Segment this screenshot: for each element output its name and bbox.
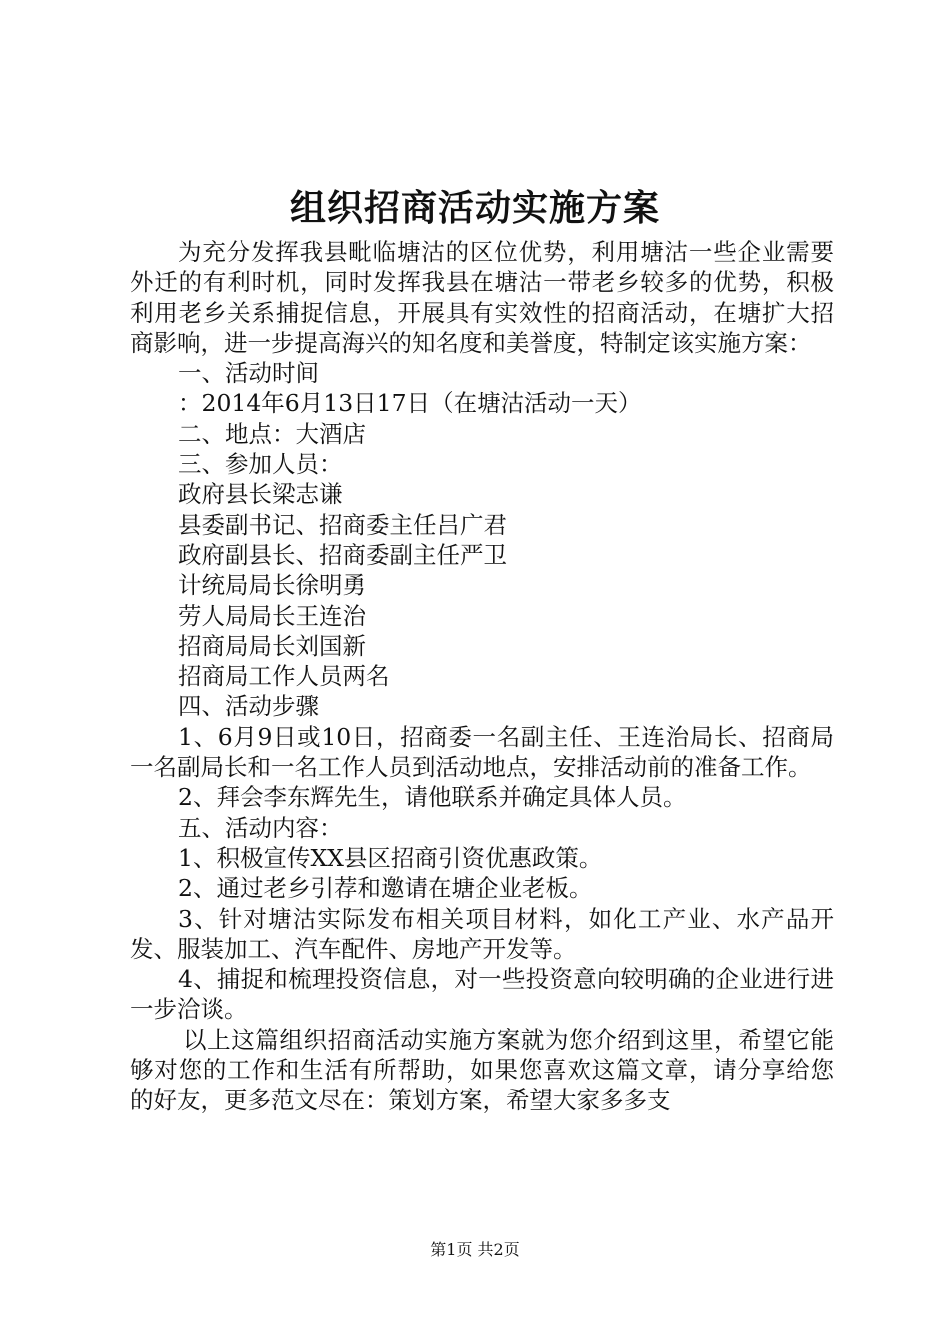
paragraph-intro: 为充分发挥我县毗临塘沽的区位优势，利用塘沽一些企业需要外迁的有利时机，同时发挥我县在塘沽一带老乡较多的优势，积极利用老乡关系捕捉信息，开展具有实效性的招商活动，在塘扩大招商影响，进一步提高海兴的知名度和美誉度，特制定该实施方案：: [130, 238, 834, 357]
list-item-participant: 政府副县长、招商委副主任严卫: [178, 540, 507, 569]
page-footer: 第1页 共2页: [430, 1240, 520, 1259]
list-item-participant: 计统局局长徐明勇: [178, 571, 366, 600]
paragraph-section-time: 一、活动时间: [178, 359, 319, 388]
paragraph-content-item: 2、通过老乡引荐和邀请在塘企业老板。: [178, 874, 593, 903]
paragraph-step: 1、6月9日或10日，招商委一名副主任、王连治局长、招商局一名副局长和一名工作人员到活动地点，安排活动前的准备工作。: [130, 722, 834, 782]
paragraph-section-steps: 四、活动步骤: [178, 692, 319, 721]
paragraph-step: 2、拜会李东辉先生，请他联系并确定具体人员。: [178, 783, 687, 812]
paragraph-section-content: 五、活动内容：: [178, 813, 343, 842]
list-item-participant: 政府县长梁志谦: [178, 480, 343, 509]
list-item-participant: 招商局局长刘国新: [178, 631, 366, 660]
document-title: 组织招商活动实施方案: [289, 187, 660, 229]
paragraph-section-location: 二、地点：大酒店: [178, 419, 366, 448]
paragraph-closing: 以上这篇组织招商活动实施方案就为您介绍到这里，希望它能够对您的工作和生活有所帮助，如果您喜欢这篇文章，请分享给您的好友，更多范文尽在：策划方案，希望大家多多支: [130, 1025, 834, 1115]
paragraph-time-detail: ：2014年6月13日17日（在塘沽活动一天）: [178, 389, 642, 418]
document-body: [130, 237, 834, 1116]
paragraph-content-item: 1、积极宣传XX县区招商引资优惠政策。: [178, 843, 603, 872]
paragraph-content-item: 4、捕捉和梳理投资信息，对一些投资意向较明确的企业进行进一步洽谈。: [130, 965, 834, 1024]
list-item-participant: 招商局工作人员两名: [178, 662, 390, 691]
paragraph-section-participants: 三、参加人员：: [178, 450, 343, 479]
paragraph-content-item: 3、针对塘沽实际发布相关项目材料，如化工产业、水产品开发、服装加工、汽车配件、房地产开发等。: [130, 904, 834, 963]
list-item-participant: 县委副书记、招商委主任吕广君: [178, 510, 507, 539]
list-item-participant: 劳人局局长王连治: [178, 601, 366, 630]
